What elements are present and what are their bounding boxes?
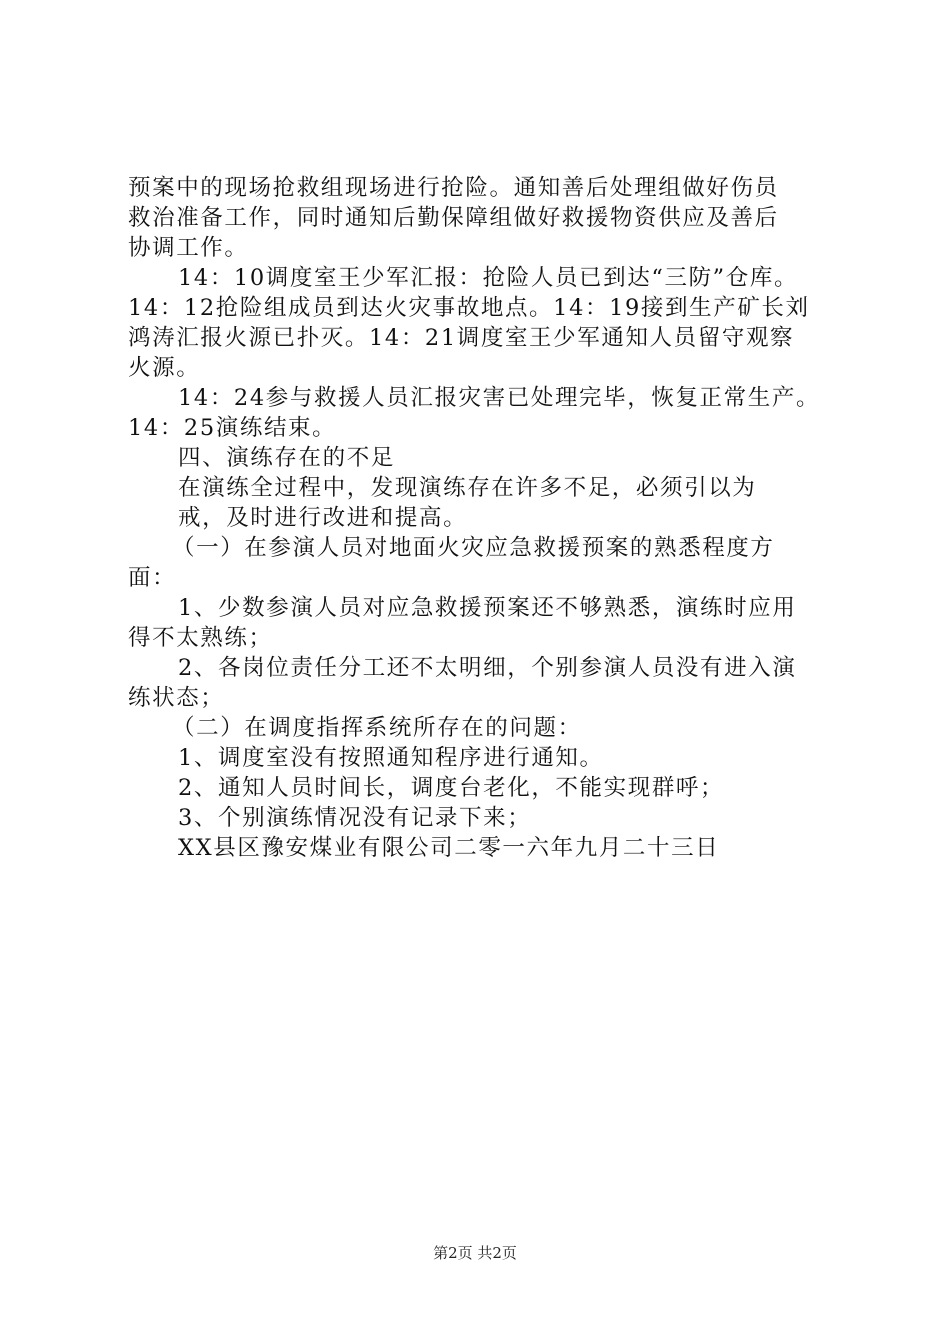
section-heading: 四、演练存在的不足 [178,445,395,471]
text-line-14: 面： [128,565,177,591]
text-line-12: 戒，及时进行改进和提高。 [178,505,468,531]
text-line-21: 2、通知人员时间长，调度台老化，不能实现群呼； [178,775,725,801]
subsection-heading-2: （二）在调度指挥系统所存在的问题： [172,715,582,741]
text-line-4: 14：10调度室王少军汇报：抢险人员已到达“三防”仓库。 [178,265,799,291]
text-line-18: 练状态； [128,685,225,711]
text-line-22: 3、个别演练情况没有记录下来； [178,805,532,831]
text-line-1: 预案中的现场抢救组现场进行抢险。通知善后处理组做好伤员 [128,175,779,201]
document-body [128,173,838,863]
text-line-5: 14：12抢险组成员到达火灾事故地点。14：19接到生产矿长刘 [128,295,810,321]
page-footer: 第2页 共2页 [433,1244,517,1262]
text-line-6: 鸿涛汇报火源已扑灭。14：21调度室王少军通知人员留守观察 [128,325,795,351]
signature-line: XX县区豫安煤业有限公司二零一六年九月二十三日 [178,835,720,861]
text-line-7: 火源。 [128,355,201,381]
text-line-2: 救治准备工作，同时通知后勤保障组做好救援物资供应及善后 [128,205,779,231]
subsection-heading-1: （一）在参演人员对地面火灾应急救援预案的熟悉程度方 [172,535,775,561]
text-line-17: 2、各岗位责任分工还不太明细，个别参演人员没有进入演 [178,655,797,681]
text-line-20: 1、调度室没有按照通知程序进行通知。 [178,745,604,771]
text-line-9: 14：25演练结束。 [128,415,337,441]
text-line-16: 得不太熟练； [128,625,273,651]
text-line-8: 14：24参与救援人员汇报灾害已处理完毕，恢复正常生产。 [178,385,821,411]
text-line-15: 1、少数参演人员对应急救援预案还不够熟悉，演练时应用 [178,595,797,621]
text-line-11: 在演练全过程中，发现演练存在许多不足，必须引以为 [178,475,757,501]
text-line-3: 协调工作。 [128,235,249,261]
